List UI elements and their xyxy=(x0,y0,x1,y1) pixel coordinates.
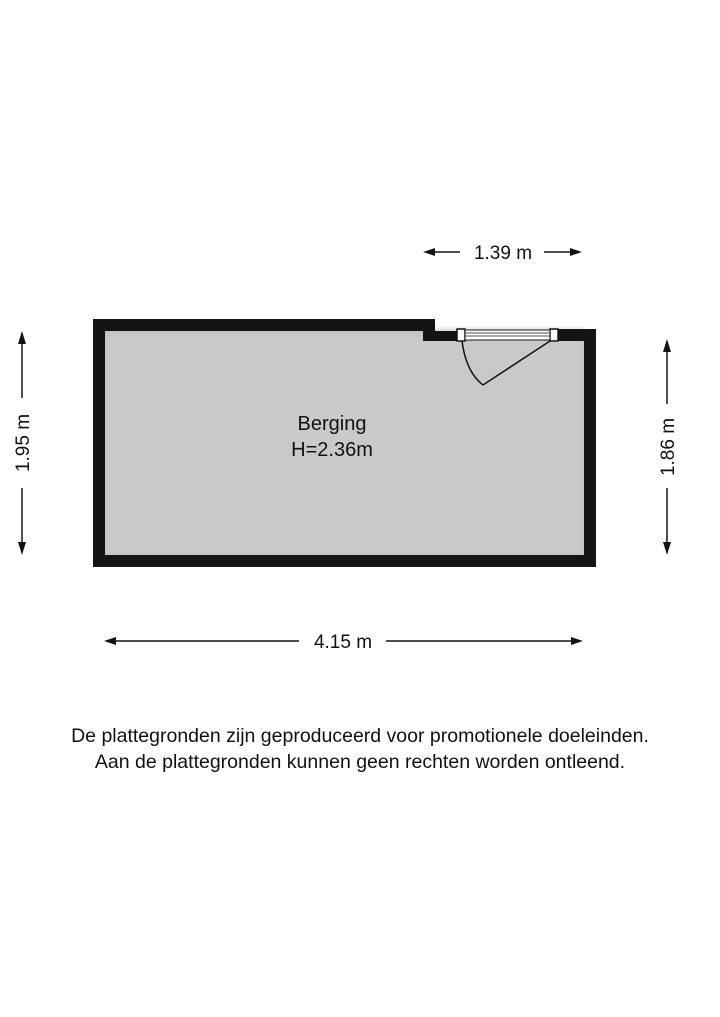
door-threshold xyxy=(465,330,550,340)
disclaimer-line-1: De plattegronden zijn geproduceerd voor promotionele doeleinden. xyxy=(71,725,649,747)
dimension-left-label: 1.95 m xyxy=(13,413,34,473)
room-name: Berging xyxy=(297,413,367,435)
door-frame-right xyxy=(550,329,558,341)
dimension-top-label: 1.39 m xyxy=(473,243,533,264)
wall-bottom xyxy=(93,555,596,567)
wall-left xyxy=(93,319,105,567)
wall-right xyxy=(584,329,596,567)
wall-top-left xyxy=(93,319,435,331)
door-frame-left xyxy=(457,329,465,341)
room-height: H=2.36m xyxy=(291,439,373,461)
disclaimer-line-2: Aan de plattegronden kunnen geen rechten worden ontleend. xyxy=(94,751,626,773)
dimension-bottom-label: 4.15 m xyxy=(313,632,373,653)
dimension-right-label: 1.86 m xyxy=(658,417,679,477)
wall-notch-horizontal xyxy=(423,331,458,341)
